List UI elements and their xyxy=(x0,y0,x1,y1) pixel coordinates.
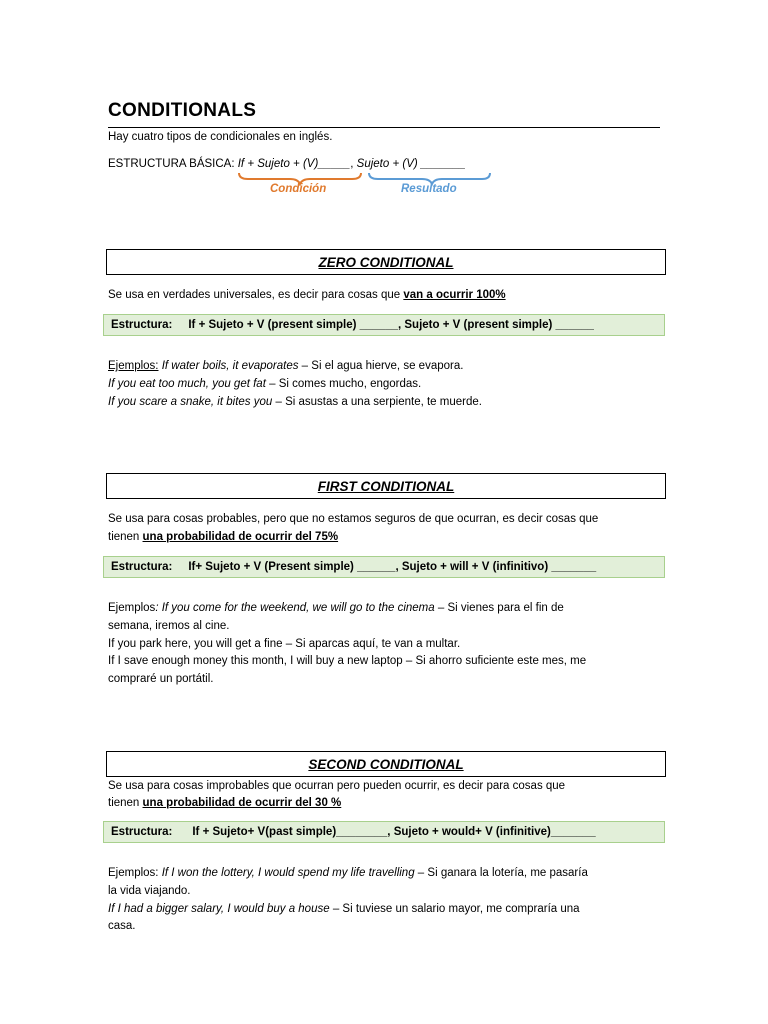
first-conditional-heading xyxy=(106,473,666,499)
second-usage-line-2 xyxy=(108,794,341,812)
first-examples-label: Ejemplos xyxy=(108,602,156,614)
first-example-3-cont: compraré un portátil. xyxy=(108,673,214,685)
zero-conditional-heading xyxy=(106,249,666,275)
first-example-1-cont: semana, iremos al cine. xyxy=(108,620,230,632)
zero-usage xyxy=(108,286,506,304)
zero-example-2 xyxy=(108,375,421,393)
zero-ex2-es: – Si comes mucho, engordas. xyxy=(265,378,422,390)
second-structure-box xyxy=(103,821,665,843)
second-example-2 xyxy=(108,900,580,918)
first-usage-line-1: Se usa para cosas probables, pero que no estamos seguros de que ocurran, es decir cosas que xyxy=(108,513,599,525)
first-ex1-es: – Si vienes para el fin de xyxy=(434,602,564,614)
zero-ex1-en: If water boils, it evaporates xyxy=(158,360,299,372)
zero-ex3-es: – Si asustas a una serpiente, te muerde. xyxy=(272,396,482,408)
result-label: Resultado xyxy=(401,183,457,195)
second-example-2-cont: casa. xyxy=(108,920,136,932)
first-structure-box xyxy=(103,556,665,578)
second-ex1-en: If I won the lottery, I would spend my life travelling xyxy=(158,867,415,879)
page-title: CONDITIONALS xyxy=(108,100,257,121)
basic-structure-if: If + Sujeto + (V)_____ xyxy=(237,158,351,170)
basic-structure-label: ESTRUCTURA BÁSICA: xyxy=(108,158,235,170)
second-example-1 xyxy=(108,864,588,882)
zero-ex1-es: – Si el agua hierve, se evapora. xyxy=(298,360,464,372)
zero-heading-text: ZERO CONDITIONAL xyxy=(318,254,454,270)
zero-structure-box xyxy=(103,314,665,336)
second-usage-emphasis: una probabilidad de ocurrir del 30 % xyxy=(142,797,342,809)
zero-ex2-en: If you eat too much, you get fat xyxy=(108,378,266,390)
zero-structure-formula: If + Sujeto + V (present simple) ______, Sujeto + V (present simple) ______ xyxy=(188,319,594,331)
first-example-1 xyxy=(108,599,564,617)
second-structure-formula: If + Sujeto+ V(past simple)________, Sujeto + would+ V (infinitive)_______ xyxy=(192,826,596,838)
second-examples-label: Ejemplos: xyxy=(108,867,159,879)
second-ex2-en: If I had a bigger salary, I would buy a house xyxy=(108,903,330,915)
second-usage-text: tienen xyxy=(108,797,143,809)
intro-text: Hay cuatro tipos de condicionales en inglés. xyxy=(108,131,333,143)
second-heading-text: SECOND CONDITIONAL xyxy=(308,756,464,772)
second-ex1-es: – Si ganara la lotería, me pasaría xyxy=(414,867,588,879)
zero-example-3 xyxy=(108,393,482,411)
first-structure-formula: If+ Sujeto + V (Present simple) ______, Sujeto + will + V (infinitivo) _______ xyxy=(188,561,597,573)
basic-structure-result: Sujeto + (V) _______ xyxy=(353,158,466,170)
first-example-3: If I save enough money this month, I will buy a new laptop – Si ahorro suficiente este mes, me xyxy=(108,655,587,667)
second-structure-label: Estructura: xyxy=(111,826,173,838)
zero-ex3-en: If you scare a snake, it bites you xyxy=(108,396,273,408)
second-example-1-cont: la vida viajando. xyxy=(108,885,191,897)
zero-example-1 xyxy=(108,357,463,375)
second-ex2-es: – Si tuviese un salario mayor, me compraría una xyxy=(329,903,580,915)
first-heading-text: FIRST CONDITIONAL xyxy=(317,478,455,494)
first-usage-line-2 xyxy=(108,528,338,546)
second-usage-line-1: Se usa para cosas improbables que ocurran pero pueden ocurrir, es decir para cosas que xyxy=(108,780,566,792)
condition-label: Condición xyxy=(270,183,327,195)
basic-structure-sep: , xyxy=(350,158,354,170)
first-usage-emphasis: una probabilidad de ocurrir del 75% xyxy=(142,531,339,543)
second-conditional-heading xyxy=(106,751,666,777)
zero-examples-label: Ejemplos: xyxy=(108,360,159,372)
zero-usage-text: Se usa en verdades universales, es decir para cosas que xyxy=(108,289,404,301)
zero-structure-label: Estructura: xyxy=(111,319,173,331)
first-usage-text: tienen xyxy=(108,531,143,543)
first-example-2: If you park here, you will get a fine – Si aparcas aquí, te van a multar. xyxy=(108,638,461,650)
first-structure-label: Estructura: xyxy=(111,561,173,573)
zero-usage-emphasis: van a ocurrir 100% xyxy=(403,289,506,301)
first-ex1-en: : If you come for the weekend, we will go to the cinema xyxy=(155,602,435,614)
